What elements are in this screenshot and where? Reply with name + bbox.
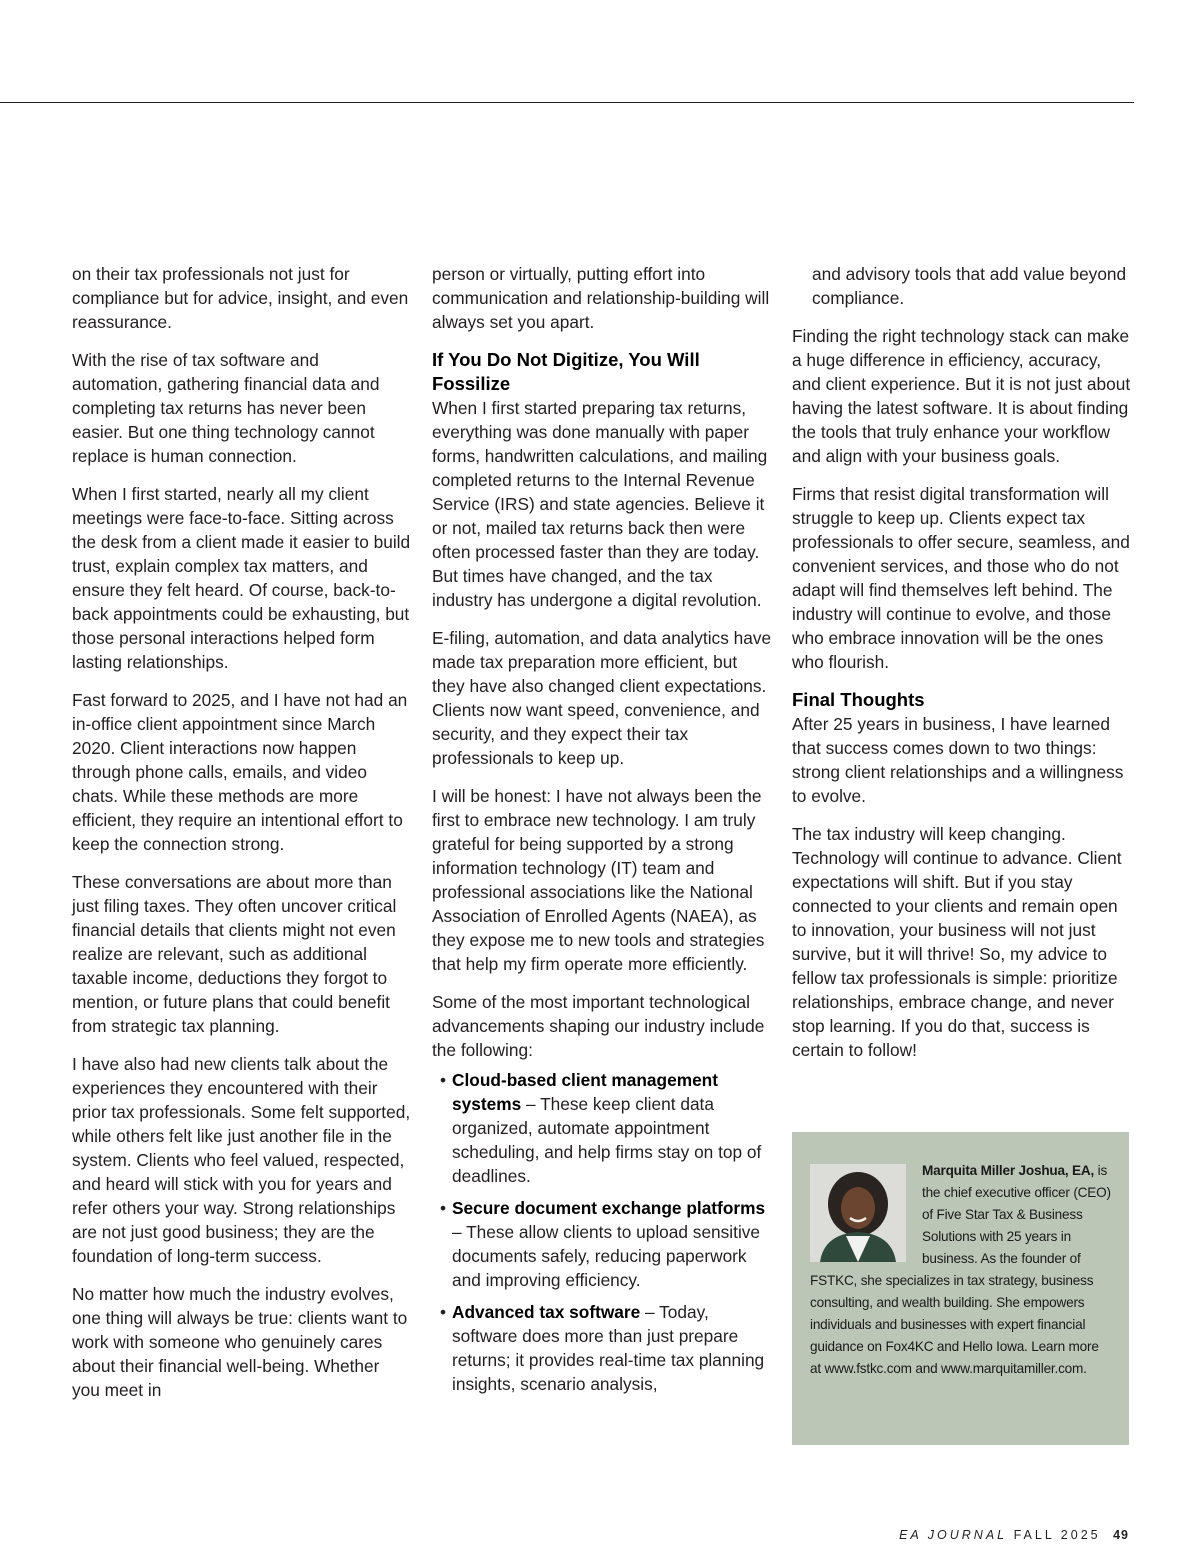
paragraph: I will be honest: I have not always been the first to embrace new technology. I am truly grateful for being supported by a strong information technology (IT) team and professional associations like the National Association of Enrolled Agents (NAEA), as they expose me to new tools and strategies that help my firm operate more efficiently.: [432, 786, 765, 974]
paragraph: Some of the most important technological advancements shaping our industry include the following:: [432, 992, 765, 1060]
list-item: [440, 1300, 772, 1396]
paragraph: The tax industry will keep changing. Technology will continue to advance. Client expectations will shift. But if you stay connected to your clients and remain open to innovation, your business will not just survive, but it will thrive! So, my advice to fellow tax professionals is simple: prioritize relationships, embrace change, and never stop learning. If you do that, success is certain to follow!: [792, 824, 1122, 1060]
paragraph: These conversations are about more than just filing taxes. They often uncover critical financial details that clients might not even realize are relevant, such as additional taxable income, deductions they forgot to mention, or future plans that could benefit from strategic tax planning.: [72, 872, 397, 1036]
header-rule: [0, 102, 1134, 103]
paragraph: on their tax professionals not just for compliance but for advice, insight, and even reassurance.: [72, 264, 409, 332]
section-heading-final-thoughts: Final Thoughts: [792, 689, 925, 710]
page-number: 49: [1113, 1528, 1129, 1542]
magazine-name: EA JOURNAL: [899, 1528, 1008, 1542]
paragraph: Fast forward to 2025, and I have not had an in-office client appointment since March 2020. Client interactions now happen through phone calls, emails, and video chats. While these methods are more efficient, they require an intentional effort to keep the connection strong.: [72, 690, 408, 854]
paragraph: No matter how much the industry evolves, one thing will always be true: clients want to work with someone who genuinely cares about their financial well-being. Whether you meet in: [72, 1284, 408, 1400]
article-column-3: [792, 262, 1132, 1076]
paragraph: When I first started preparing tax returns, everything was done manually with paper forms, handwritten calculations, and mailing completed returns to the Internal Revenue Service (IRS) and state agencies. Believe it or not, mailed tax returns back then were often processed faster than they are today. But times have changed, and the tax industry has undergone a digital revolution.: [432, 398, 768, 610]
list-item-text: – Today, software does more than just prepare returns; it provides real-time tax planning insights, scenario analysis,: [452, 1302, 765, 1394]
article-column-1: [72, 262, 412, 1416]
list-item: [440, 1196, 772, 1292]
paragraph: and advisory tools that add value beyond compliance.: [812, 264, 1127, 308]
list-item-title: Advanced tax software: [452, 1302, 641, 1322]
page-footer: [899, 1528, 1129, 1542]
paragraph: E-filing, automation, and data analytics have made tax preparation more efficient, but they have also changed client expectations. Clients now want speed, convenience, and security, and they expect their tax professionals to keep up.: [432, 628, 772, 768]
paragraph: I have also had new clients talk about the experiences they encountered with their prior tax professionals. Some felt supported, while others felt like just another file in the system. Clients who feel valued, respected, and heard will stick with you for years and refer others your way. Strong relationships are not just good business; they are the foundation of long-term success.: [72, 1054, 411, 1266]
list-item: [440, 1068, 772, 1188]
list-item-title: Cloud-based client management systems: [452, 1070, 718, 1114]
author-bio-box: [792, 1132, 1129, 1445]
list-item-text: – These keep client data organized, automate appointment scheduling, and help firms stay on top of deadlines.: [452, 1094, 762, 1186]
issue-label: FALL 2025: [1013, 1528, 1101, 1542]
paragraph: After 25 years in business, I have learned that success comes down to two things: strong client relationships and a willingness to evolve.: [792, 714, 1124, 806]
article-column-2: [432, 262, 772, 1404]
technology-list: [432, 1068, 772, 1396]
author-portrait-icon: [810, 1164, 906, 1262]
section-heading-digitize: If You Do Not Digitize, You Will Fossilize: [432, 349, 700, 394]
paragraph: When I first started, nearly all my client meetings were face-to-face. Sitting across the desk from a client made it easier to build trust, explain complex tax matters, and ensure they felt heard. Of course, back-to-back appointments could be exhausting, but those personal interactions helped form lasting relationships.: [72, 484, 411, 672]
author-name: Marquita Miller Joshua, EA,: [922, 1163, 1095, 1178]
paragraph: Firms that resist digital transformation will struggle to keep up. Clients expect tax professionals to offer secure, seamless, and convenient services, and those who do not adapt will find themselves left behind. The industry will continue to evolve, and those who embrace innovation will be the ones who flourish.: [792, 484, 1130, 672]
list-item-text: – These allow clients to upload sensitive documents safely, reducing paperwork and improving efficiency.: [452, 1222, 761, 1290]
paragraph: Finding the right technology stack can make a huge difference in efficiency, accuracy, and client experience. But it is not just about having the latest software. It is about finding the tools that truly enhance your workflow and align with your business goals.: [792, 326, 1131, 466]
author-bio-text: is the chief executive officer (CEO) of Five Star Tax & Business Solutions with 25 years in business. As the founder of FSTKC, she specializes in tax strategy, business consulting, and wealth building. She empowers individuals and businesses with expert financial guidance on Fox4KC and Hello Iowa. Learn more at www.fstkc.com and www.marquitamiller.com.: [810, 1163, 1111, 1376]
paragraph: person or virtually, putting effort into communication and relationship-building will always set you apart.: [432, 264, 770, 332]
list-item-title: Secure document exchange platforms: [452, 1198, 766, 1218]
paragraph: With the rise of tax software and automation, gathering financial data and completing tax returns has never been easier. But one thing technology cannot replace is human connection.: [72, 350, 380, 466]
author-photo: [810, 1164, 906, 1262]
